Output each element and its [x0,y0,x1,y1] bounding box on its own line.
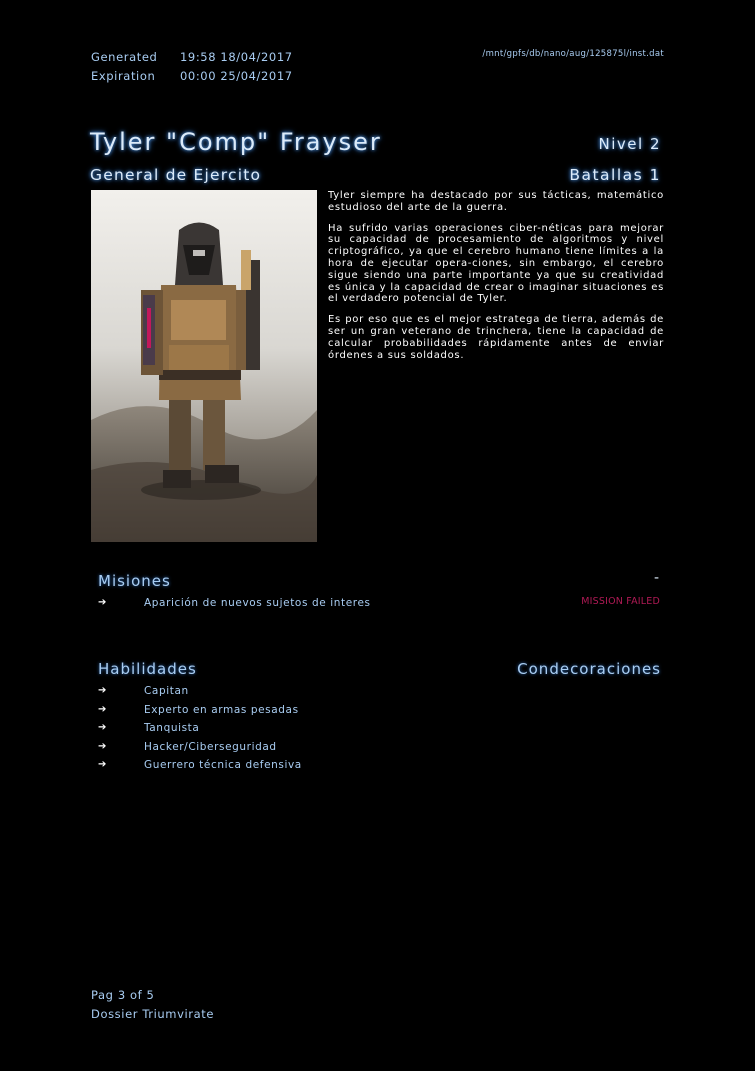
page-number: Pag 3 of 5 [91,988,155,1002]
profile-name: Tyler "Comp" Frayser [90,128,382,156]
generated-row [91,48,293,67]
generated-label: Generated [91,50,158,64]
misiones-title: Misiones [98,572,171,590]
skill-text: Hacker/Ciberseguridad [144,741,277,753]
profile-battles: Batallas 1 [569,166,661,184]
profile-level: Nivel 2 [598,135,661,153]
misiones-dash: - [653,570,659,586]
file-path: /mnt/gpfs/db/nano/aug/125875l/inst.dat [482,49,664,59]
habilidades-title: Habilidades [98,660,197,678]
generated-value: 19:58 18/04/2017 [180,50,293,64]
soldier-illustration [91,190,317,542]
skill-text: Experto en armas pesadas [144,704,299,716]
profile-role: General de Ejercito [90,166,262,184]
skill-text: Capitan [144,685,189,697]
skill-text: Guerrero técnica defensiva [144,759,302,771]
arrow-right-icon: ➔ [98,597,107,608]
bio-text [328,190,664,370]
bio-paragraph: Ha sufrido varias operaciones ciber-néticas para mejorar su capacidad de procesamiento de algoritmos y nivel criptográfico, ya que el cerebro humano tiene límites a la hora de ejecutar opera-ciones, sin embargo, el cerebro sigue siendo una parte importante ya que su creatividad es única y la capacidad de crear o imaginar situaciones es el verdadero potencial de Tyler. [328,222,664,305]
expiration-row [91,67,293,86]
skill-text: Tanquista [144,722,200,734]
arrow-right-icon: ➔ [98,741,107,752]
document-meta [91,48,293,86]
mission-status: MISSION FAILED [581,596,660,607]
mission-text: Aparición de nuevos sujetos de interes [144,597,371,609]
arrow-right-icon: ➔ [98,685,107,696]
bio-paragraph: Tyler siempre ha destacado por sus tácticas, matemático estudioso del arte de la guerra. [328,190,664,213]
soldier-portrait [91,190,317,542]
bio-paragraph: Es por eso que es el mejor estratega de tierra, además de ser un gran veterano de trinchera, tiene la capacidad de calcular probabilidades rápidamente antes de enviar órdenes a sus soldados. [328,314,664,361]
arrow-right-icon: ➔ [98,704,107,715]
expiration-value: 00:00 25/04/2017 [180,69,293,83]
expiration-label: Expiration [91,69,156,83]
condecoraciones-title: Condecoraciones [517,660,661,678]
arrow-right-icon: ➔ [98,722,107,733]
arrow-right-icon: ➔ [98,759,107,770]
dossier-title: Dossier Triumvirate [91,1007,215,1021]
